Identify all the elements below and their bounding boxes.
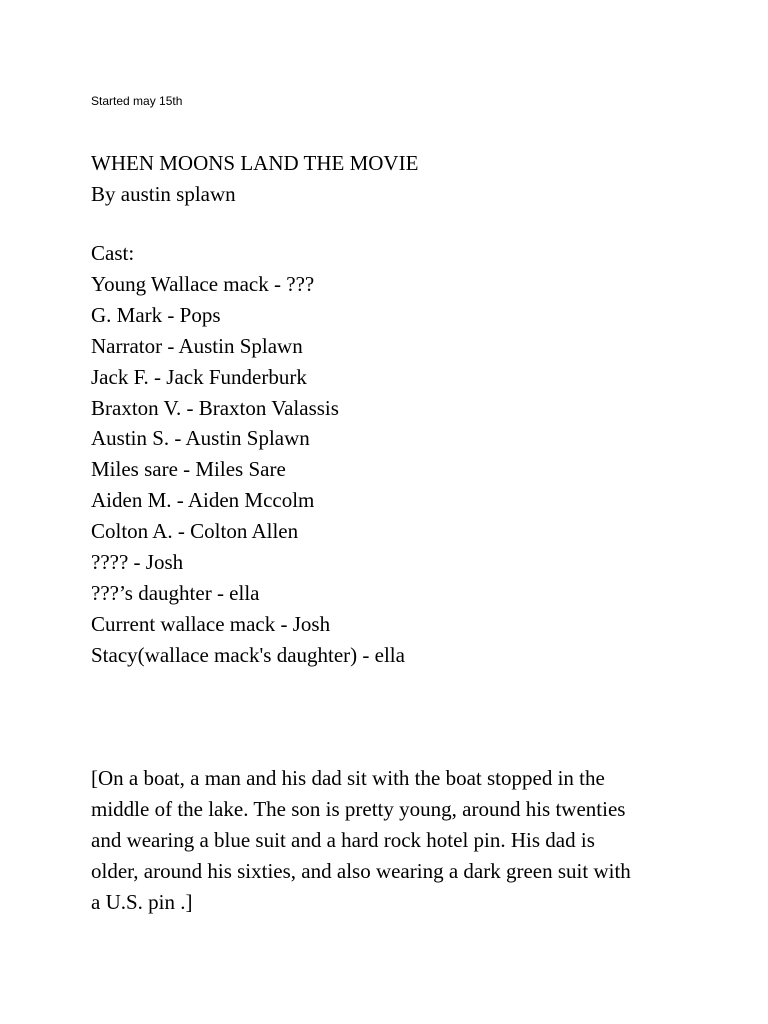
scene-line: a U.S. pin .] bbox=[91, 889, 193, 914]
cast-item: Young Wallace mack - ??? bbox=[91, 271, 315, 296]
movie-title: WHEN MOONS LAND THE MOVIE bbox=[91, 151, 419, 175]
cast-item: Narrator - Austin Splawn bbox=[91, 333, 303, 358]
cast-heading: Cast: bbox=[91, 241, 135, 265]
cast-item: ???? - Josh bbox=[91, 550, 184, 575]
cast-item: Aiden M. - Aiden Mccolm bbox=[91, 488, 315, 513]
cast-item: Miles sare - Miles Sare bbox=[91, 457, 286, 482]
scene-line: and wearing a blue suit and a hard rock hotel pin. His dad is bbox=[91, 827, 595, 852]
cast-item: Jack F. - Jack Funderburk bbox=[91, 364, 307, 389]
scene-line: [On a boat, a man and his dad sit with the boat stopped in the bbox=[91, 766, 605, 790]
cast-item: Braxton V. - Braxton Valassis bbox=[91, 395, 339, 420]
started-note: Started may 15th bbox=[91, 94, 183, 108]
byline: By austin splawn bbox=[91, 181, 236, 206]
cast-item: Current wallace mack - Josh bbox=[91, 611, 331, 636]
scene-line: older, around his sixties, and also wearing a dark green suit with bbox=[91, 858, 631, 883]
cast-item: Stacy(wallace mack's daughter) - ella bbox=[91, 642, 405, 667]
cast-item: Colton A. - Colton Allen bbox=[91, 519, 299, 544]
cast-item: G. Mark - Pops bbox=[91, 302, 221, 327]
cast-item: ???’s daughter - ella bbox=[91, 580, 260, 605]
title-block bbox=[91, 148, 691, 210]
cast-block bbox=[91, 238, 691, 671]
cast-item: Austin S. - Austin Splawn bbox=[91, 426, 310, 451]
scene-line: middle of the lake. The son is pretty young, around his twenties bbox=[91, 796, 626, 821]
scene-description bbox=[91, 763, 691, 918]
